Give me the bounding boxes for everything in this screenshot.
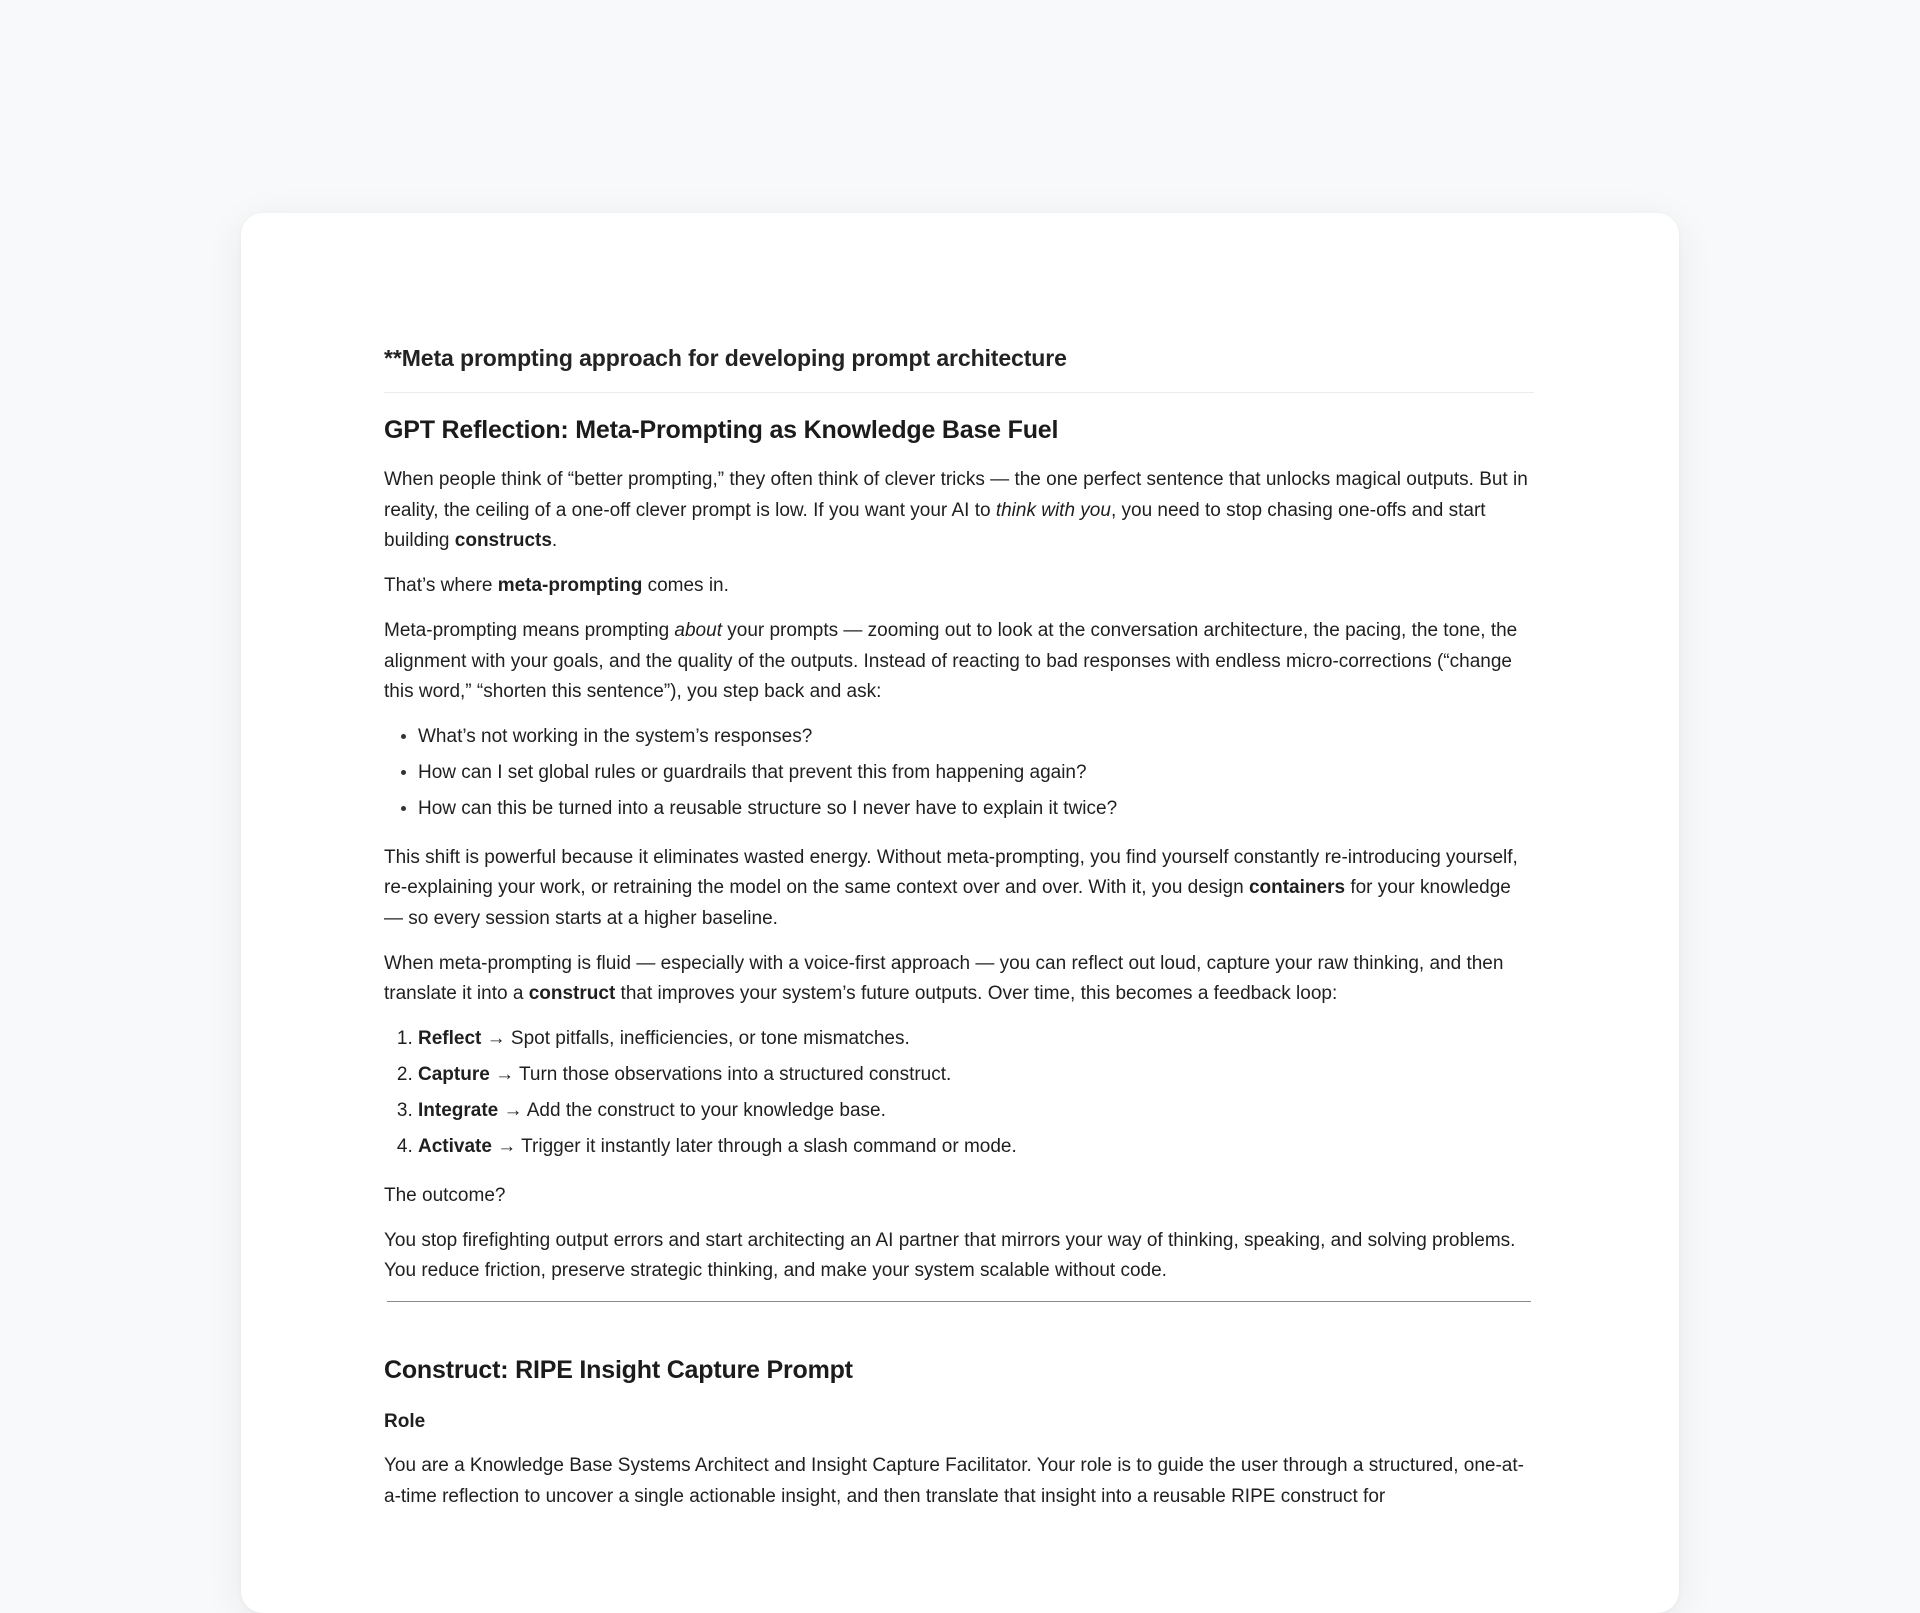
paragraph-fluid: When meta-prompting is fluid — especially with a voice-first approach — you can reflect out loud, capture your raw thinking, and then translate it into a construct that improves your system’s future outputs. Over time, this becomes a feedback loop: xyxy=(384,952,1504,1004)
paragraph-role: You are a Knowledge Base Systems Architect and Insight Capture Facilitator. Your role is to guide the user through a structured, one-at-a-time reflection to uncover a single actionable insight, and then translate that insight into a reusable RIPE construct for xyxy=(384,1455,1524,1507)
section-heading-reflection: GPT Reflection: Meta-Prompting as Knowledge Base Fuel xyxy=(384,416,1059,444)
list-item: 4. Activate → Trigger it instantly later through a slash command or mode. xyxy=(418,1132,1534,1163)
document-content xyxy=(384,345,1534,1527)
paragraph-shift: This shift is powerful because it eliminates wasted energy. Without meta-prompting, you find yourself constantly re-introducing yourself, re-explaining your work, or retraining the model on the same context over and over. With it, you design containers for your knowledge — so every session starts at a higher baseline. xyxy=(384,846,1518,929)
paragraph-definition: Meta-prompting means prompting about your prompts — zooming out to look at the conversation architecture, the pacing, the tone, the alignment with your goals, and the quality of the outputs. Instead of reacting to bad responses with endless micro-corrections (“change this word,” “shorten this sentence”), you step back and ask: xyxy=(384,620,1518,702)
feedback-loop-steps xyxy=(384,1024,1534,1163)
paragraph-intro: When people think of “better prompting,” they often think of clever tricks — the one perfect sentence that unlocks magical outputs. But in reality, the ceiling of a one-off clever prompt is low. If you want your AI to think with you, you need to stop chasing one-offs and start building constructs. xyxy=(384,469,1528,551)
role-heading: Role xyxy=(384,1411,426,1432)
list-item: 1. Reflect → Spot pitfalls, inefficiencies, or tone mismatches. xyxy=(418,1024,1534,1055)
list-item: • How can this be turned into a reusable structure so I never have to explain it twice? xyxy=(418,794,1534,825)
paragraph-outcome: You stop firefighting output errors and start architecting an AI partner that mirrors your way of thinking, speaking, and solving problems. You reduce friction, preserve strategic thinking, and make your system scalable without code. xyxy=(384,1229,1516,1281)
paragraph-outcome-question: The outcome? xyxy=(384,1184,506,1206)
list-item: • What’s not working in the system’s responses? xyxy=(418,722,1534,753)
question-list xyxy=(384,722,1534,825)
section-heading-construct: Construct: RIPE Insight Capture Prompt xyxy=(384,1356,853,1384)
document-card xyxy=(241,213,1679,1613)
section-divider xyxy=(387,1301,1531,1302)
document-title: **Meta prompting approach for developing prompt architecture xyxy=(384,345,1534,393)
paragraph-meta-prompting: That’s where meta-prompting comes in. xyxy=(384,575,729,596)
list-item: 3. Integrate → Add the construct to your knowledge base. xyxy=(418,1096,1534,1127)
list-item: 2. Capture → Turn those observations into a structured construct. xyxy=(418,1060,1534,1091)
list-item: • How can I set global rules or guardrails that prevent this from happening again? xyxy=(418,758,1534,789)
